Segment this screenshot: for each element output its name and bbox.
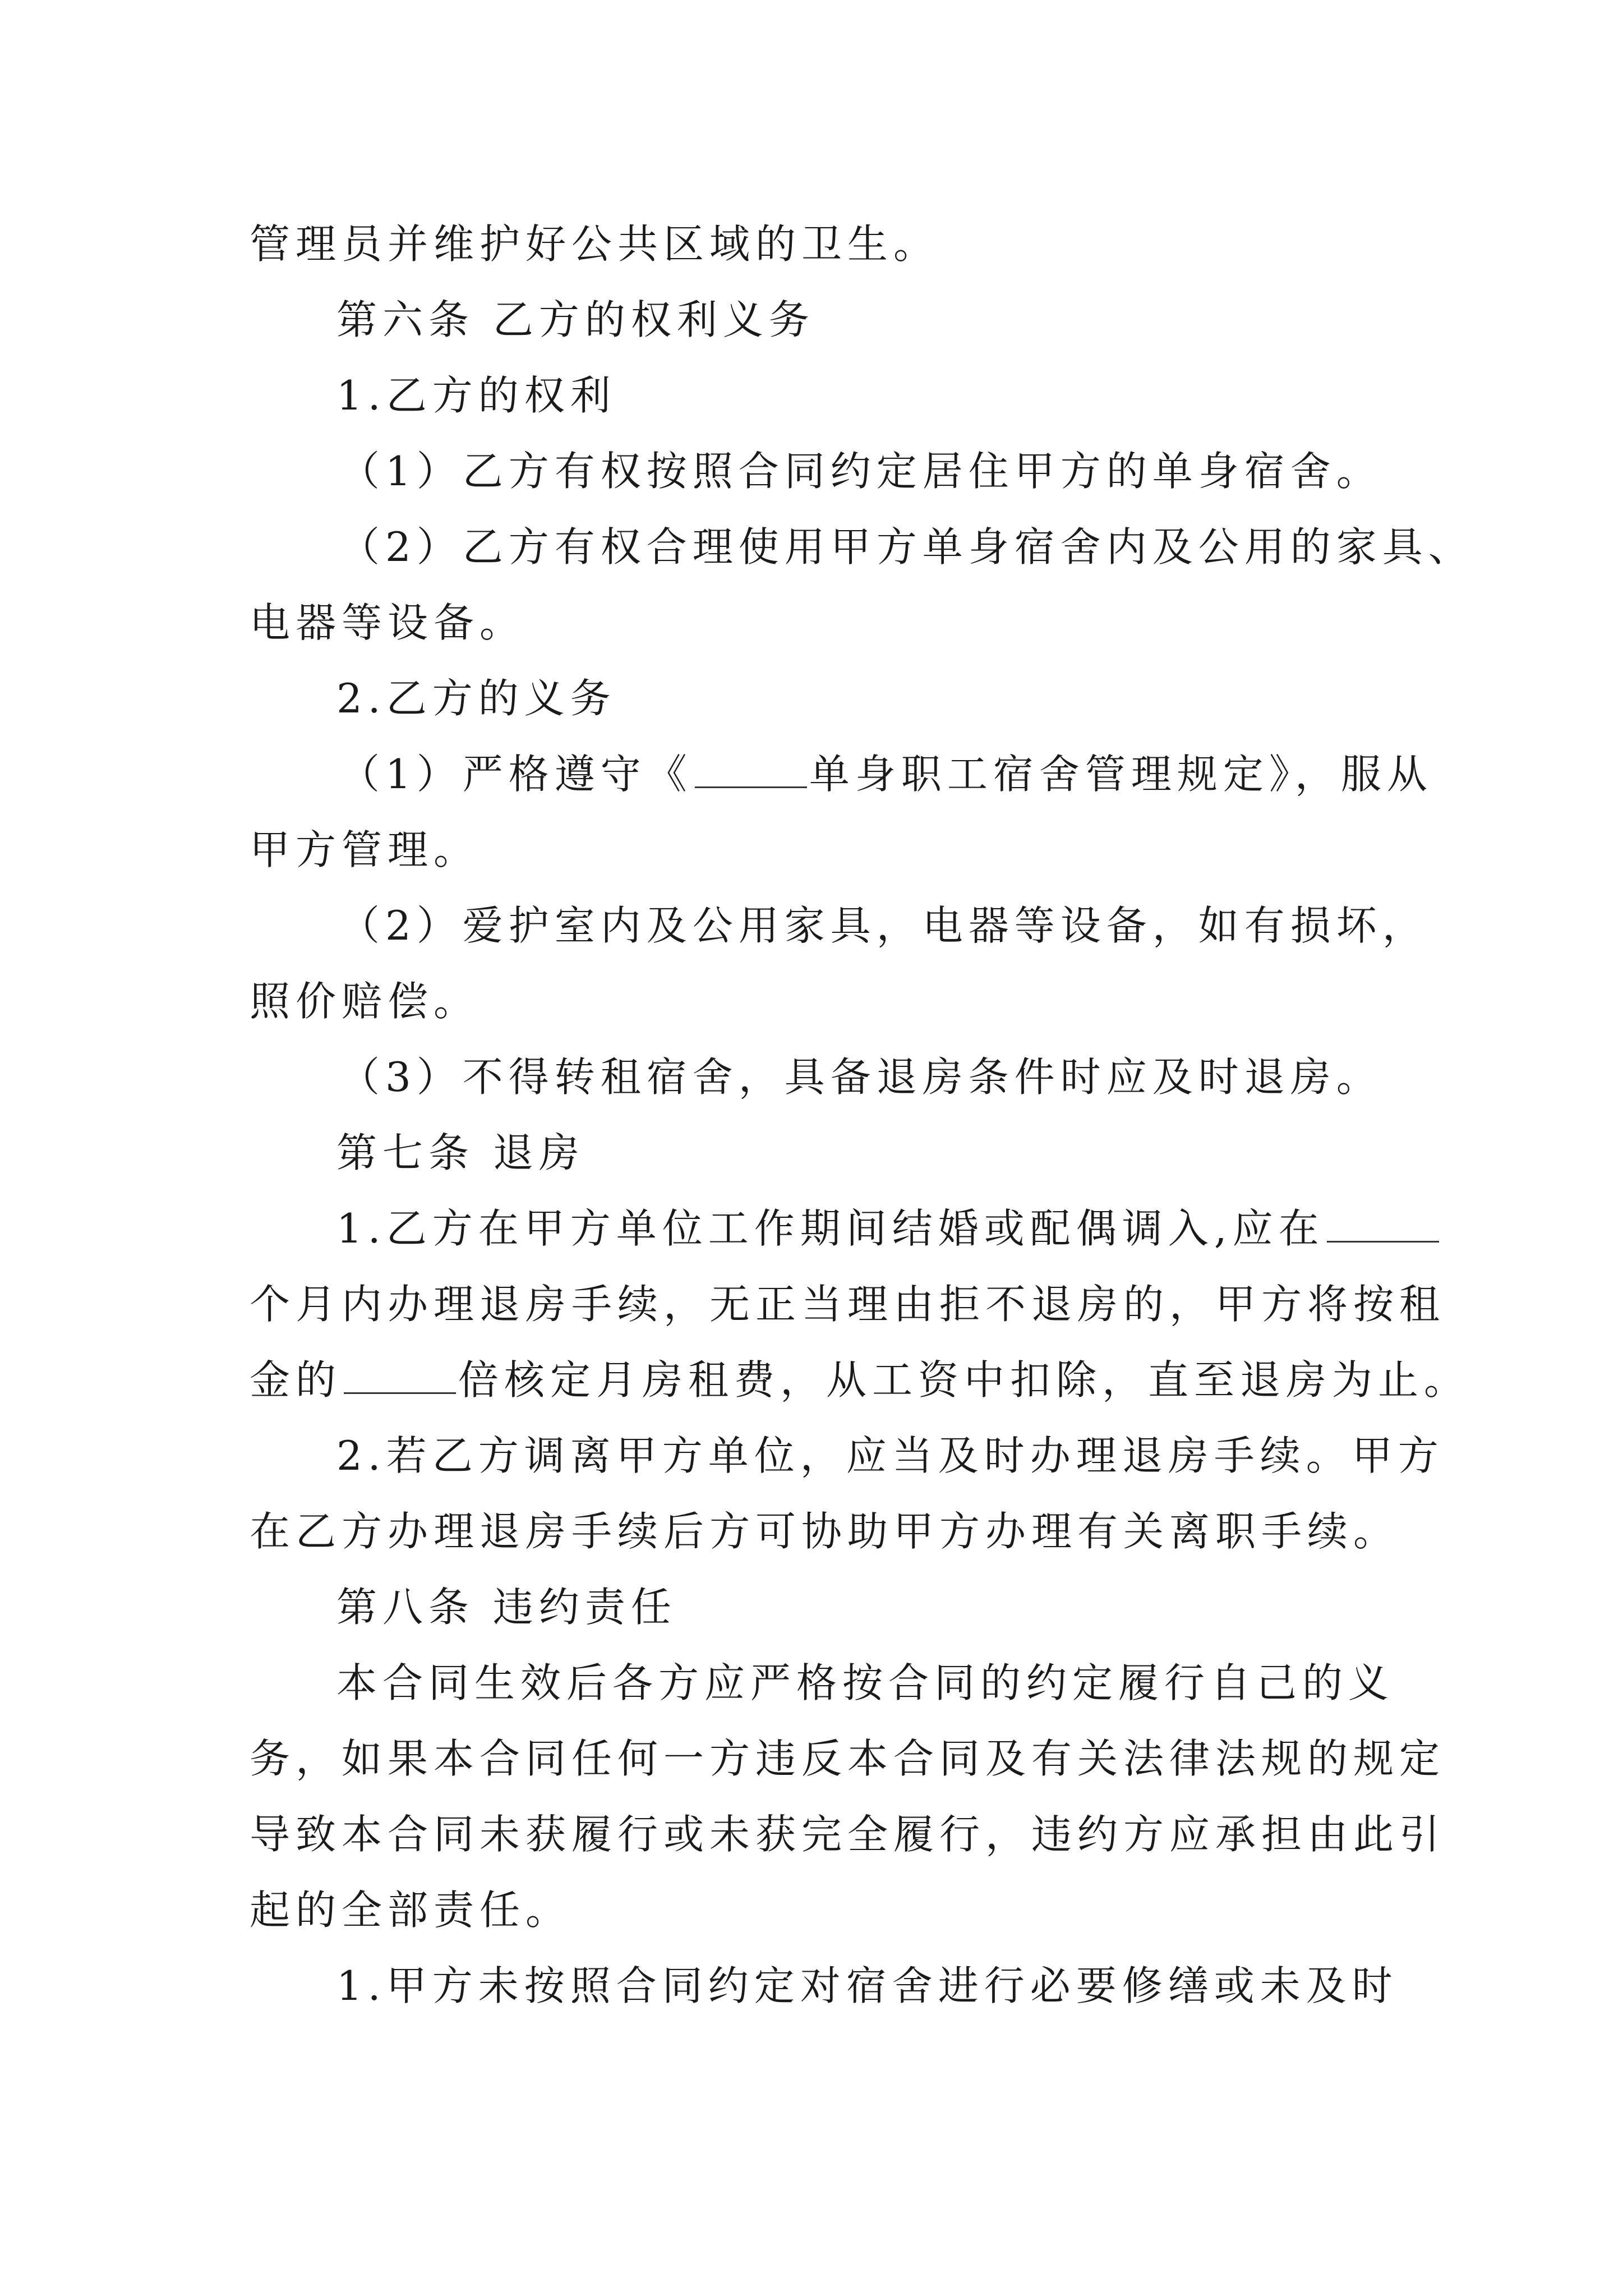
- text-line: [336, 1195, 1441, 1262]
- text-line: [339, 1043, 1382, 1111]
- text-segment: 本合同生效后各方应严格按合同的约定履行自己的义: [336, 1659, 1395, 1706]
- fill-in-blank: [695, 749, 807, 788]
- text-segment: 导致本合同未获履行或未获完全履行，违约方应承担由此引: [250, 1811, 1446, 1858]
- text-line: [250, 1498, 1399, 1565]
- text-line: [339, 513, 1474, 581]
- text-segment: （3）不得转租宿舍，具备退房条件时应及时退房。: [339, 1053, 1382, 1101]
- text-segment: 第七条 退房: [336, 1129, 585, 1176]
- text-line: [336, 665, 616, 732]
- section-heading: [336, 1573, 677, 1641]
- text-line: [339, 892, 1428, 959]
- text-line: [250, 210, 939, 278]
- text-segment: （2）爱护室内及公用家具，电器等设备，如有损坏，: [339, 902, 1428, 949]
- fill-in-blank: [344, 1355, 456, 1394]
- text-segment: 1.乙方在甲方单位工作期间结婚或配偶调入,应在: [336, 1205, 1325, 1252]
- text-line: [336, 1649, 1394, 1717]
- text-line: [250, 589, 525, 656]
- text-line: [250, 1271, 1445, 1338]
- text-segment: 管理员并维护好公共区域的卫生。: [250, 220, 940, 268]
- text-line: [336, 1422, 1444, 1489]
- text-segment: （2）乙方有权合理使用甲方单身宿舍内及公用的家具、: [339, 523, 1474, 570]
- text-segment: （1）乙方有权按照合同约定居住甲方的单身宿舍。: [339, 448, 1382, 495]
- text-segment: 1.甲方未按照合同约定对宿舍进行必要修缮或未及时: [336, 1962, 1398, 2009]
- text-line: [250, 1876, 571, 1944]
- text-line: [250, 1346, 1470, 1414]
- text-segment: 电器等设备。: [250, 599, 526, 646]
- text-line: [250, 968, 479, 1035]
- text-segment: 单身职工宿舍管理规定》，服从: [809, 751, 1433, 798]
- text-segment: 第八条 违约责任: [336, 1584, 677, 1631]
- text-line: [336, 362, 616, 429]
- text-segment: （1）严格遵守《: [339, 751, 693, 798]
- text-segment: 甲方管理。: [250, 826, 480, 873]
- fill-in-blank: [1327, 1204, 1439, 1243]
- text-line: [250, 816, 479, 884]
- text-segment: 第六条 乙方的权利义务: [336, 296, 815, 343]
- text-segment: 2.若乙方调离甲方单位，应当及时办理退房手续。甲方: [336, 1432, 1444, 1479]
- text-segment: 务，如果本合同任何一方违反本合同及有关法律法规的规定: [250, 1735, 1446, 1782]
- section-heading: [336, 1119, 585, 1186]
- text-line: [250, 1801, 1445, 1868]
- text-line: [339, 740, 1433, 808]
- text-line: [250, 1725, 1445, 1792]
- text-line: [339, 438, 1382, 505]
- text-line: [336, 1952, 1398, 2019]
- text-segment: 2.乙方的义务: [336, 675, 616, 722]
- text-segment: 在乙方办理退房手续后方可协助甲方办理有关离职手续。: [250, 1508, 1400, 1555]
- text-segment: 照价赔偿。: [250, 978, 480, 1025]
- section-heading: [336, 286, 815, 353]
- text-segment: 倍核定月房租费，从工资中扣除，直至退房为止。: [458, 1356, 1470, 1404]
- text-segment: 金的: [250, 1356, 342, 1404]
- text-segment: 起的全部责任。: [250, 1887, 572, 1934]
- text-segment: 个月内办理退房手续，无正当理由拒不退房的，甲方将按租: [250, 1281, 1446, 1328]
- text-segment: 1.乙方的权利: [336, 372, 616, 419]
